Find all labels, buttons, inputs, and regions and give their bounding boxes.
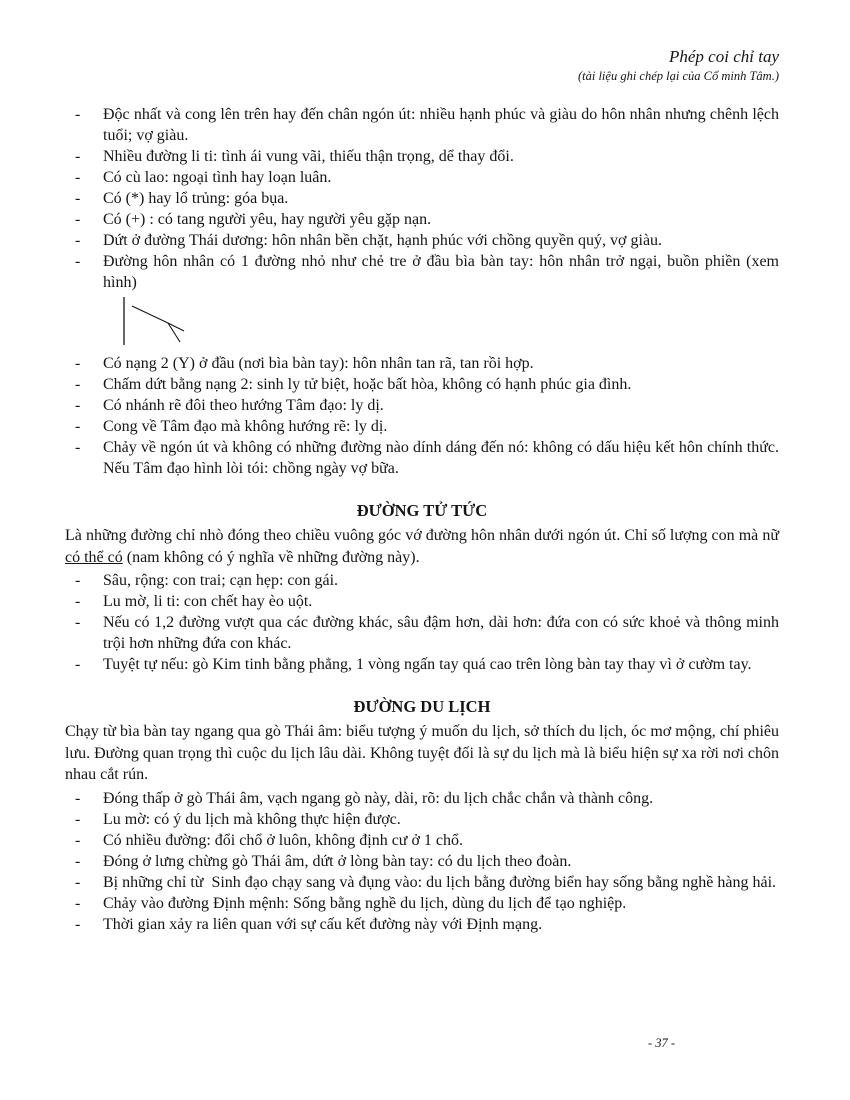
list-item-text: Bị những chỉ từ Sinh đạo chạy sang và đụng vào: du lịch bằng đường biển hay sống bằng nghề hàng hải.	[103, 873, 777, 891]
fork-line-drawing	[100, 295, 200, 351]
bullet-dash: -	[75, 376, 81, 393]
list-item	[65, 230, 779, 251]
list-item-text: Có nạng 2 (Y) ở đầu (nơi bìa bàn tay): hôn nhân tan rã, tan rồi hợp.	[103, 355, 534, 372]
list-item-text: Dứt ở đường Thái dương: hôn nhân bền chặt, hạnh phúc với chồng quyền quý, vợ giàu.	[103, 232, 663, 249]
list-item	[65, 167, 779, 188]
bullet-dash: -	[75, 232, 81, 249]
bullet-dash: -	[75, 355, 81, 372]
bullet-dash: -	[75, 572, 81, 589]
list-item	[65, 251, 779, 293]
list-item-text: Nếu có 1,2 đường vượt qua các đường khác, sâu đậm hơn, dài hơn: đứa con có sức khoẻ và thông minh trội hơn những đứa con khác.	[103, 614, 779, 652]
list-item-text: Tuyệt tự nếu: gò Kim tinh bằng phẳng, 1 vòng ngấn tay quá cao trên lòng bàn tay thay vì ở cườm tay.	[103, 656, 752, 673]
list-item	[65, 188, 779, 209]
list-item	[65, 851, 779, 872]
list-item	[65, 374, 779, 395]
tu-tuc-list	[65, 570, 779, 675]
page-number: - 37 -	[648, 1036, 676, 1050]
du-lich-intro-paragraph: Chạy từ bìa bàn tay ngang qua gò Thái âm: biểu tượng ý muốn du lịch, sở thích du lịch, óc mơ mộng, chí phiêu lưu. Đường quan trọng thì cuộc du lịch lâu dài. Không tuyệt đối là sự du lịch mà là biểu hiện sự xa rời nơi chôn nhau cắt rún.	[65, 723, 779, 783]
list-item	[65, 146, 779, 167]
list-item-text: Chảy về ngón út và không có những đường nào dính dáng đến nó: không có dấu hiệu kết hôn chính thức. Nếu Tâm đạo hình lòi tói: chồng ngày vợ bữa.	[103, 439, 779, 477]
list-item	[65, 395, 779, 416]
document-subtitle: (tài liệu ghi chép lại của Cổ minh Tâm.)	[577, 69, 779, 83]
du-lich-list	[65, 788, 779, 935]
list-item-text: Có (+) : có tang người yêu, hay người yêu gặp nạn.	[103, 211, 432, 228]
bullet-dash: -	[75, 831, 81, 849]
bullet-dash: -	[75, 810, 81, 828]
bullet-dash: -	[75, 169, 81, 186]
list-item	[65, 437, 779, 479]
list-item-text: Lu mờ: có ý du lịch mà không thực hiện được.	[103, 810, 401, 828]
list-item-text: Chấm dứt bằng nạng 2: sinh ly tử biệt, hoặc bất hòa, không có hạnh phúc gia đình.	[103, 376, 632, 393]
page-header	[65, 46, 779, 85]
marriage-fork-line-sketch	[100, 295, 779, 351]
list-item-text: Đường hôn nhân có 1 đường nhỏ như chẻ tre ở đầu bìa bàn tay: hôn nhân trở ngại, buồn phiền (xem hình)	[103, 253, 779, 291]
bullet-dash: -	[75, 253, 81, 270]
bullet-dash: -	[75, 873, 81, 891]
section-heading-du-lich: ĐƯỜNG DU LỊCH	[353, 697, 491, 716]
list-item-text: Thời gian xảy ra liên quan với sự cấu kết đường này với Định mạng.	[103, 915, 543, 933]
bullet-dash: -	[75, 789, 81, 807]
list-item-text: Lu mờ, li ti: con chết hay èo uột.	[103, 593, 313, 610]
bullet-dash: -	[75, 894, 81, 912]
bullet-dash: -	[75, 852, 81, 870]
list-item	[65, 612, 779, 654]
list-item-text: Đóng ở lưng chừng gò Thái âm, dứt ở lòng bàn tay: có du lịch theo đoàn.	[103, 852, 572, 870]
list-item	[65, 809, 779, 830]
list-item-text: Có (*) hay lổ trủng: góa bụa.	[103, 190, 289, 207]
list-item-text: Có cù lao: ngoại tình hay loạn luân.	[103, 169, 332, 186]
bullet-dash: -	[75, 106, 81, 123]
intro-text-after: (nam không có ý nghĩa về những đường này).	[122, 548, 420, 566]
marriage-line-list-bottom	[65, 353, 779, 479]
list-item-text: Độc nhất và cong lên trên hay đến chân ngón út: nhiều hạnh phúc và giàu do hôn nhân nhưng chênh lệch tuổi; vợ giàu.	[103, 106, 779, 144]
list-item	[65, 893, 779, 914]
list-item-text: Cong về Tâm đạo mà không hướng rẽ: ly dị.	[103, 418, 388, 435]
tu-tuc-intro-paragraph	[65, 525, 779, 568]
list-item	[65, 591, 779, 612]
bullet-dash: -	[75, 190, 81, 207]
bullet-dash: -	[75, 148, 81, 165]
list-item-text: Đóng thấp ở gò Thái âm, vạch ngang gò này, dài, rõ: du lịch chắc chắn và thành công.	[103, 789, 654, 807]
bullet-dash: -	[75, 439, 81, 456]
underlined-phrase: có thể có	[65, 548, 123, 566]
bullet-dash: -	[75, 593, 81, 610]
bullet-dash: -	[75, 614, 81, 631]
list-item-text: Chảy vào đường Định mệnh: Sống bằng nghề du lịch, dùng du lịch để tạo nghiệp.	[103, 894, 627, 912]
bullet-dash: -	[75, 418, 81, 435]
list-item-text: Nhiều đường li ti: tình ái vung vãi, thiếu thận trọng, dể thay đổi.	[103, 148, 514, 165]
intro-text-before: Là những đường chỉ nhò đóng theo chiều vuông góc vớ đường hôn nhân dưới ngón út. Chỉ số lượng con mà nữ	[65, 527, 779, 544]
bullet-dash: -	[75, 397, 81, 414]
bullet-dash: -	[75, 915, 81, 933]
list-item-text: Có nhiều đường: đổi chổ ở luôn, không định cư ở 1 chổ.	[103, 831, 464, 849]
list-item	[65, 830, 779, 851]
list-item	[65, 914, 779, 935]
list-item	[65, 104, 779, 146]
list-item	[65, 209, 779, 230]
list-item	[65, 654, 779, 675]
list-item	[65, 353, 779, 374]
list-item	[65, 872, 779, 893]
list-item-text: Sâu, rộng: con trai; cạn hẹp: con gái.	[103, 572, 339, 589]
marriage-line-list-top	[65, 104, 779, 293]
list-item-text: Có nhánh rẽ đôi theo hướng Tâm đạo: ly dị.	[103, 397, 384, 414]
list-item	[65, 570, 779, 591]
list-item	[65, 416, 779, 437]
section-heading-tu-tuc: ĐƯỜNG TỬ TỨC	[356, 501, 488, 520]
list-item	[65, 788, 779, 809]
bullet-dash: -	[75, 656, 81, 673]
document-title: Phép coi chỉ tay	[669, 47, 779, 66]
bullet-dash: -	[75, 211, 81, 228]
